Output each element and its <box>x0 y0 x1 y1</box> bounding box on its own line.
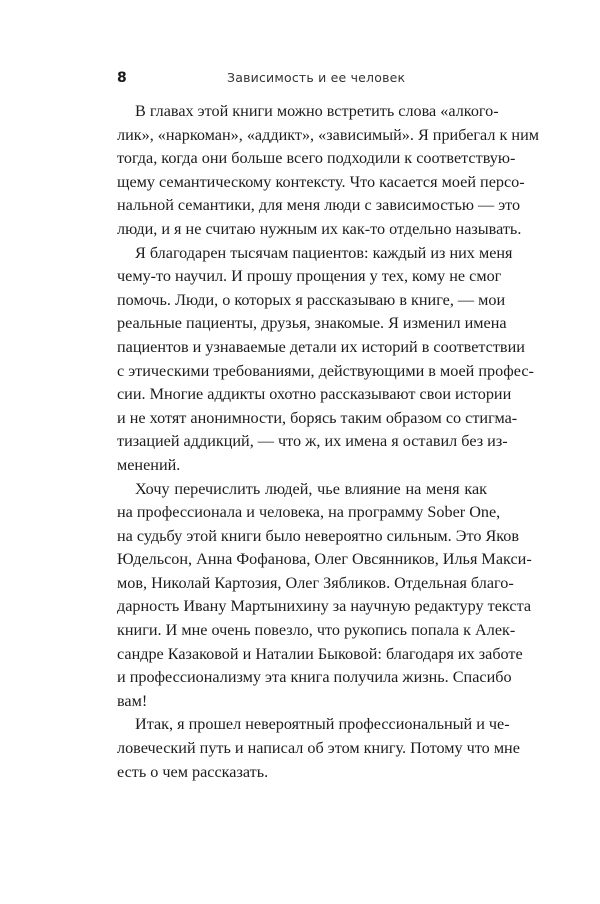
text-line: менений. <box>117 455 181 474</box>
text-line: помочь. Люди, о которых я рассказываю в книге, — мои <box>117 290 506 309</box>
text-line: есть о чем рассказать. <box>117 762 269 781</box>
text-line: В главах этой книги можно встретить слова «алкого- <box>135 102 499 120</box>
running-title: Зависимость и ее человек <box>227 70 406 85</box>
text-line: люди, и я не считаю нужным их как-то отдельно называть. <box>117 219 522 238</box>
text-line: сандре Казаковой и Наталии Быковой: благодаря их заботе <box>117 644 523 663</box>
text-line: Хочу перечислить людей, чье влияние на меня как <box>135 479 487 498</box>
text-line: на судьбу этой книги было невероятно сильным. Это Яков <box>117 526 520 545</box>
text-line: сии. Многие аддикты охотно рассказывают свои истории <box>117 385 512 404</box>
paragraph-gratitude <box>117 242 534 478</box>
text-line: Юдельсон, Анна Фофанова, Олег Овсянников, Илья Макси- <box>117 550 532 569</box>
text-line: Я благодарен тысячам пациентов: каждый из них меня <box>135 243 513 262</box>
text-line: нальной семантики, для меня люди с зависимостью — это <box>117 196 521 215</box>
text-line: и не хотят анонимности, борясь таким образом со стигма- <box>117 408 518 427</box>
text-line: с этическими требованиями, действующими в моей профес- <box>117 361 534 380</box>
text-line: чему-то научил. И прошу прощения у тех, кому не смог <box>117 267 502 286</box>
paragraph-intro <box>117 100 539 242</box>
text-line: реальные пациенты, друзья, знакомые. Я изменил имена <box>117 314 507 333</box>
text-line: тогда, когда они больше всего подходили к соответствую- <box>117 149 516 168</box>
page-header <box>117 68 487 88</box>
text-line: Итак, я прошел невероятный профессиональный и че- <box>135 715 510 734</box>
text-line: вам! <box>117 691 148 710</box>
text-line: и профессионализму эта книга получила жизнь. Спасибо <box>117 668 512 687</box>
text-line: книги. И мне очень повезло, что рукопись попала к Алек- <box>117 621 516 640</box>
text-line: дарность Ивану Мартынихину за научную редактуру текста <box>117 597 532 616</box>
body-text <box>117 100 539 784</box>
text-line: пациентов и узнаваемые детали их историй в соответствии <box>117 337 525 356</box>
text-line: мов, Николай Картозия, Олег Зябликов. Отдельная благо- <box>117 573 514 592</box>
text-line: ловеческий путь и написал об этом книгу. Потому что мне <box>117 739 520 758</box>
text-line: на профессионала и человека, на программу Sober One, <box>117 503 501 522</box>
page-number: 8 <box>117 70 127 86</box>
text-line: тизацией аддикций, — что ж, их имена я оставил без из- <box>117 432 508 451</box>
paragraph-acknowledgements <box>117 478 532 714</box>
paragraph-conclusion <box>117 713 520 784</box>
text-line: щему семантическому контексту. Что касается моей персо- <box>117 172 525 191</box>
text-line: лик», «наркоман», «аддикт», «зависимый». Я прибегал к ним <box>117 125 539 144</box>
